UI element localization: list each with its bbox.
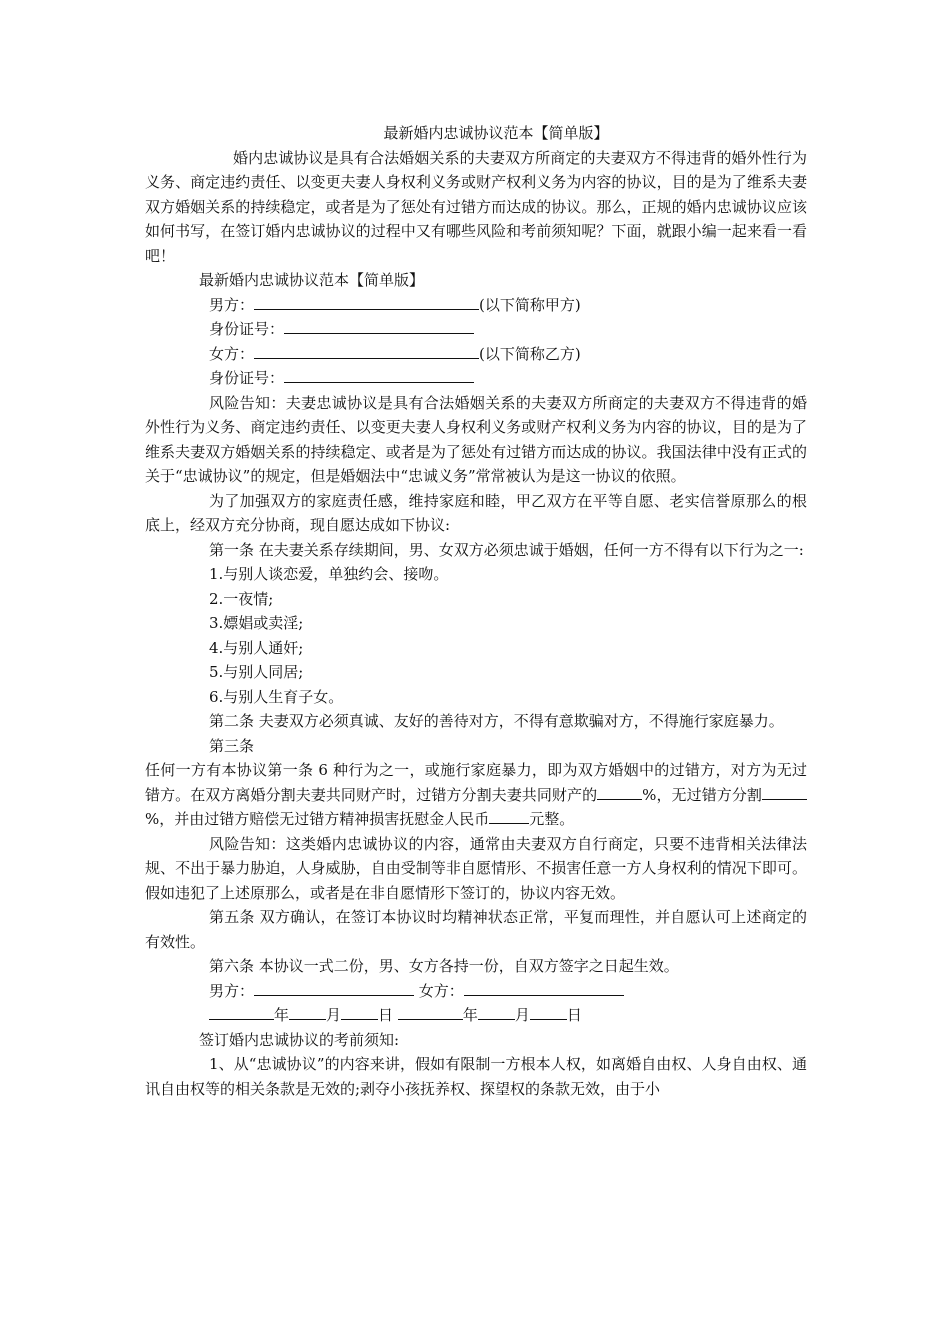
male-line — [145, 293, 807, 318]
article-3-text-a: 任何一方有本协议第一条 6 种行为之一，或施行家庭暴力，即为双方婚姻中的过错方，对方为无过错方。在双方离婚分割夫妻共同财产时，过错方分割夫妻共同财产的 — [145, 761, 807, 804]
male-id-line — [145, 317, 807, 342]
article-3-text-d: 元整。 — [529, 810, 575, 828]
list-item: 1.与别人谈恋爱，单独约会、接吻。 — [209, 565, 449, 583]
preamble-paragraph: 为了加强双方的家庭责任感，维持家庭和睦，甲乙双方在平等自愿、老实信誉原那么的根底上，经双方充分协商，现自愿达成如下协议: — [145, 491, 807, 534]
intro-paragraph: 婚内忠诚协议是具有合法婚姻关系的夫妻双方所商定的夫妻双方不得违背的婚外性行为义务、商定违约责任、以变更夫妻人身权利义务或财产权利义务为内容的协议，目的是为了维系夫妻双方婚姻关系的持续稳定，或者是为了惩处有过错方而达成的协议。那么，正规的婚内忠诚协议应该如何书写，在签订婚内忠诚协议的过程中又有哪些风险和考前须知呢？下面，就跟小编一起来看一看吧！ — [145, 148, 807, 265]
compensation-blank — [489, 807, 529, 824]
sign-male-blank — [254, 979, 414, 996]
year-label-2: 年 — [462, 1006, 478, 1024]
sign-male-label: 男方： — [209, 981, 255, 1000]
female-id-blank — [284, 366, 474, 383]
list-item: 4.与别人通奸; — [209, 638, 304, 657]
article-3-heading: 第三条 — [209, 736, 255, 755]
article-3-pct: %， — [642, 785, 672, 804]
article-3-text-b: 无过错方分割 — [671, 785, 762, 804]
fault-share-blank — [597, 783, 642, 800]
female-id-line — [145, 366, 807, 391]
day-label-2: 日 — [566, 1006, 582, 1024]
male-label: 男方： — [209, 295, 255, 314]
female-blank — [254, 342, 479, 359]
month-blank — [289, 1003, 326, 1020]
article-1: 第一条 在夫妻关系存续期间，男、女双方必须忠诚于婚姻，任何一方不得有以下行为之一: — [209, 540, 804, 559]
risk-notice-1: 风险告知：夫妻忠诚协议是具有合法婚姻关系的夫妻双方所商定的夫妻双方不得违背的婚外性行为义务、商定违约责任、以变更夫妻人身权利义务或财产权利义务为内容的协议，目的是为了维系夫妻双方婚姻关系的持续稳定、或者是为了惩处有过错方而达成的协议。我国法律中没有正式的关于“忠诚协议”的规定，但是婚姻法中“忠诚义务”常常被认为是这一协议的依照。 — [145, 393, 807, 485]
article-6: 第六条 本协议一式二份，男、女方各持一份，自双方签字之日起生效。 — [209, 957, 679, 975]
note-1: 1、从“忠诚协议”的内容来讲，假如有限制一方根本人权，如离婚自由权、人身自由权、通讯自由权等的相关条款是无效的;剥夺小孩抚养权、探望权的条款无效，由于小 — [145, 1055, 807, 1098]
year-blank — [209, 1003, 274, 1020]
template-subtitle: 最新婚内忠诚协议范本【简单版】 — [199, 271, 425, 289]
female-id-label: 身份证号： — [209, 369, 285, 387]
article-2: 第二条 夫妻双方必须真诚、友好的善待对方，不得有意欺骗对方，不得施行家庭暴力。 — [209, 712, 784, 730]
notes-title: 签订婚内忠诚协议的考前须知: — [199, 1030, 400, 1049]
male-id-label: 身份证号： — [209, 320, 285, 338]
day-blank — [341, 1003, 378, 1020]
sign-female-blank — [464, 979, 624, 996]
list-item: 2.一夜情; — [209, 589, 274, 608]
list-item: 5.与别人同居; — [209, 663, 304, 681]
month-label-2: 月 — [514, 1006, 530, 1024]
document-page — [145, 121, 807, 1101]
risk-notice-2: 风险告知：这类婚内忠诚协议的内容，通常由夫妻双方自行商定，只要不违背相关法律法规、不出于暴力胁迫，人身威胁，自由受制等非自愿情形、不损害任意一方人身权利的情况下即可。假如违犯了上述原那么，或者是在非自愿情形下签订的，协议内容无效。 — [145, 834, 807, 902]
list-item: 3.嫖娼或卖淫; — [209, 614, 304, 632]
list-item: 6.与别人生育子女。 — [209, 687, 344, 706]
innocent-share-blank — [762, 783, 807, 800]
male-blank — [254, 293, 479, 310]
day-blank-2 — [530, 1003, 567, 1020]
article-3-text-c: %，并由过错方赔偿无过错方精神损害抚慰金人民币 — [145, 810, 490, 828]
sign-female-label: 女方： — [418, 981, 464, 1000]
year-blank-2 — [398, 1003, 463, 1020]
female-line — [145, 342, 807, 367]
year-label: 年 — [274, 1006, 290, 1024]
signature-line — [145, 979, 807, 1004]
male-suffix: (以下简称甲方) — [479, 295, 581, 314]
male-id-blank — [284, 317, 474, 334]
month-blank-2 — [478, 1003, 515, 1020]
month-label: 月 — [326, 1006, 342, 1024]
document-title: 最新婚内忠诚协议范本【简单版】 — [383, 124, 609, 142]
female-label: 女方： — [209, 344, 255, 363]
date-line — [145, 1003, 807, 1028]
article-5: 第五条 双方确认，在签订本协议时均精神状态正常，平复而理性，并自愿认可上述商定的有效性。 — [145, 908, 807, 951]
female-suffix: (以下简称乙方) — [479, 344, 581, 363]
day-label: 日 — [378, 1006, 394, 1024]
article-3-body — [145, 758, 807, 832]
